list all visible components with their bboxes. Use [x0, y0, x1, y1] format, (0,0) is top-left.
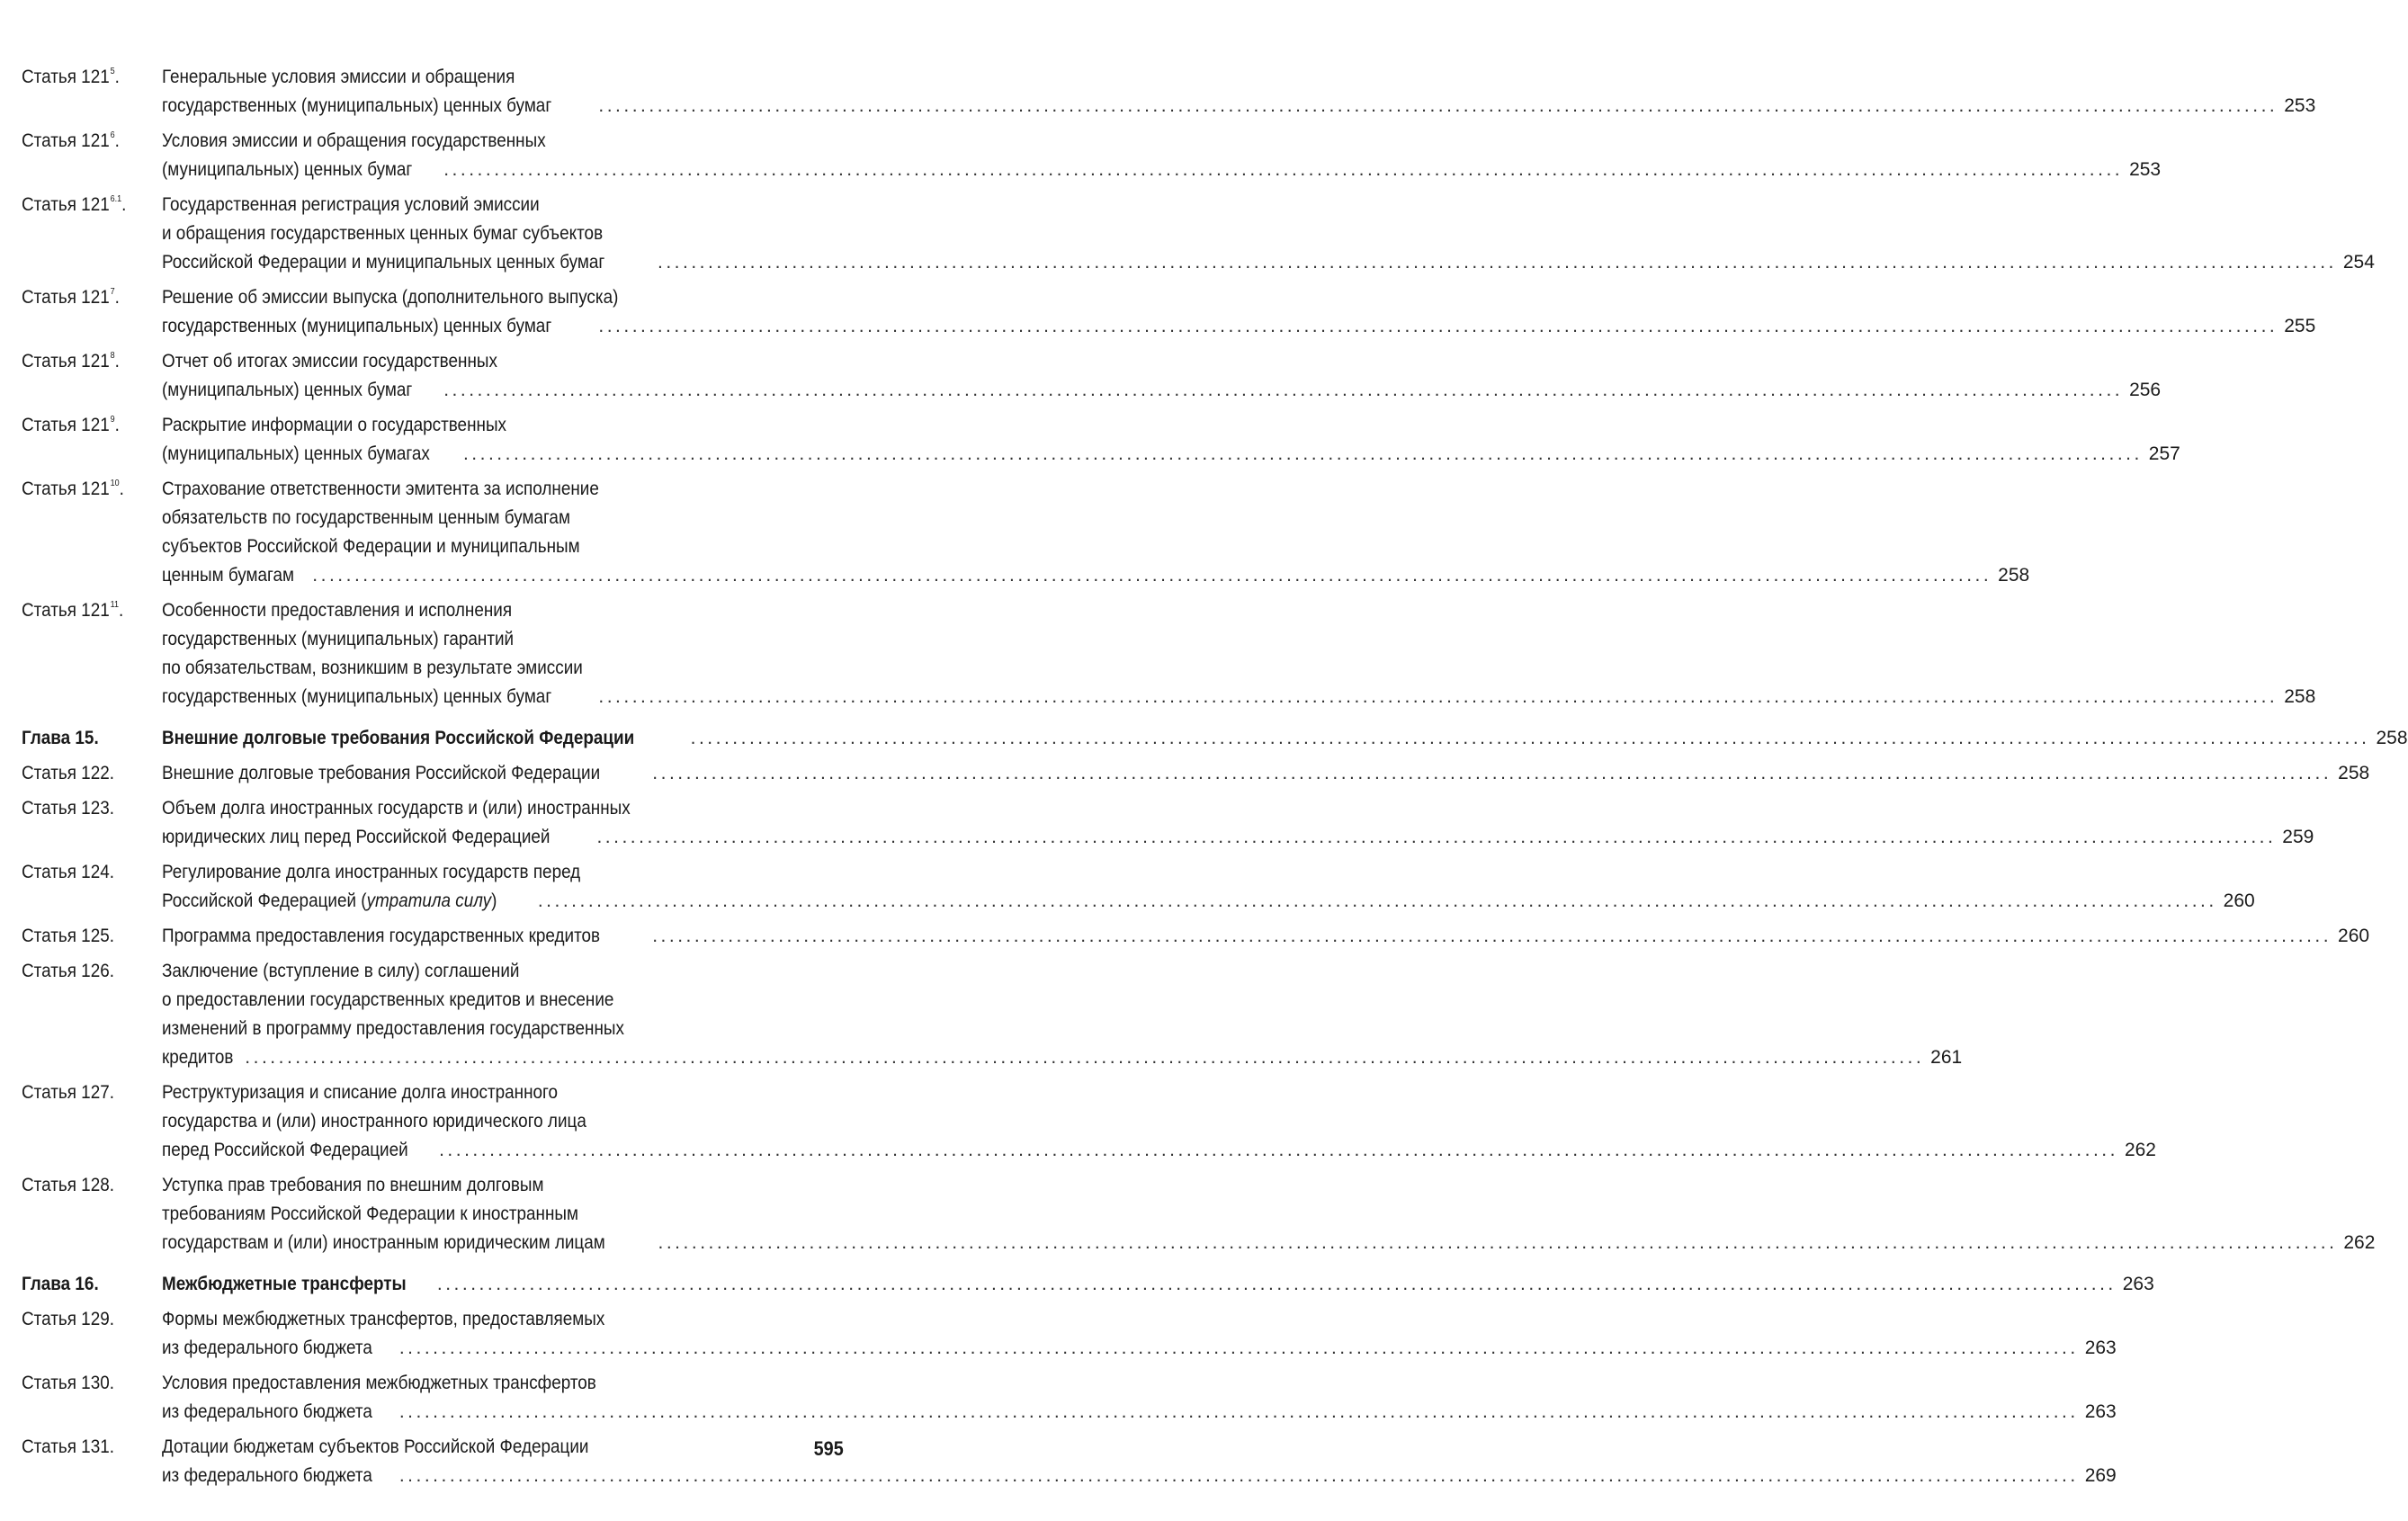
title-line: Государственная регистрация условий эмиссии: [162, 194, 540, 215]
title-line: государствам и (или) иностранным юридическим лицам: [162, 1232, 605, 1253]
title-line: Решение об эмиссии выпуска (дополнительного выпуска): [162, 287, 619, 308]
title-line: кредитов: [162, 1047, 234, 1068]
entry-superscript: 10: [110, 479, 120, 488]
title-line: Отчет об итогах эмиссии государственных: [162, 351, 497, 371]
entry-label: Статья $121^8$.: [22, 351, 120, 371]
title-line: государственных (муниципальных) гарантий: [162, 629, 515, 649]
dot-leader: ........................................................................................................................................................................................................: [312, 565, 1992, 586]
entry-page-number: 254: [2342, 252, 2375, 273]
title-line: Особенности предоставления и исполнения: [162, 600, 513, 621]
entry-label: Статья 123.: [22, 798, 114, 819]
entry-title: [162, 63, 2316, 121]
entry-page-number: 260: [2223, 890, 2255, 911]
entry-label: Статья 125.: [22, 926, 114, 946]
entry-page-number: 259: [2282, 827, 2314, 847]
title-line: государства и (или) иностранного юридического лица: [162, 1111, 586, 1132]
dot-leader: ........................................................................................................................................................................................................: [598, 686, 2278, 707]
entry-label: Статья 128.: [22, 1175, 114, 1195]
entry-title: [162, 191, 2375, 277]
entry-page-number: 253: [2284, 95, 2316, 116]
entry-title: [162, 1433, 2117, 1490]
dot-leader: ........................................................................................................................................................................................................: [436, 1274, 2117, 1294]
title-line: Дотации бюджетам субъектов Российской Федерации: [162, 1436, 589, 1457]
toc-article: [22, 1433, 2117, 1490]
dot-leader: ........................................................................................................................................................................................................: [652, 926, 2332, 946]
title-line: Условия предоставления межбюджетных трансфертов: [162, 1373, 596, 1393]
toc-article: [22, 858, 2255, 916]
dot-leader: ........................................................................................................................................................................................................: [398, 1401, 2079, 1422]
dot-leader: ........................................................................................................................................................................................................: [443, 159, 2124, 180]
title-line: Формы межбюджетных трансфертов, предоставляемых: [162, 1309, 605, 1329]
entry-title: [162, 347, 2162, 405]
title-line: ценным бумагам: [162, 565, 294, 586]
page-number: 595: [813, 1437, 844, 1460]
title-line: и обращения государственных ценных бумаг субъектов: [162, 223, 604, 244]
title-line: о предоставлении государственных кредитов и внесение: [162, 989, 614, 1010]
title-line: (муниципальных) ценных бумаг: [162, 159, 413, 180]
entry-page-number: 258: [2338, 763, 2370, 783]
entry-title: [162, 1270, 2154, 1299]
entry-title: [162, 724, 2408, 753]
dot-leader: ........................................................................................................................................................................................................: [598, 95, 2278, 116]
entry-label: Статья 130.: [22, 1373, 114, 1393]
entry-label: Статья 129.: [22, 1309, 114, 1329]
dot-leader: ........................................................................................................................................................................................................: [245, 1047, 1925, 1068]
toc-article: [22, 63, 2316, 121]
entry-superscript: 5: [110, 67, 115, 76]
entry-superscript: 9: [110, 415, 115, 425]
entry-label: Статья $121^5$.: [22, 67, 120, 87]
entry-label: Статья $121^6$.: [22, 130, 120, 151]
dot-leader: ........................................................................................................................................................................................................: [598, 316, 2278, 336]
entry-title: [162, 759, 2370, 788]
entry-page-number: 263: [2122, 1274, 2154, 1294]
entry-title: [162, 283, 2316, 341]
title-line: государственных (муниципальных) ценных бумаг: [162, 316, 552, 336]
title-line: субъектов Российской Федерации и муниципальным: [162, 536, 580, 557]
title-line: юридических лиц перед Российской Федерацией: [162, 827, 551, 847]
title-line: Заключение (вступление в силу) соглашений: [162, 961, 520, 981]
title-line: Страхование ответственности эмитента за исполнение: [162, 479, 599, 499]
dot-leader: ........................................................................................................................................................................................................: [657, 252, 2337, 273]
entry-page-number: 257: [2148, 443, 2180, 464]
entry-label: Статья $121^7$.: [22, 287, 120, 308]
toc-article: [22, 1369, 2117, 1427]
title-line: государственных (муниципальных) ценных бумаг: [162, 95, 552, 116]
entry-title: [162, 475, 2030, 590]
dot-leader: ........................................................................................................................................................................................................: [398, 1338, 2079, 1358]
entry-page-number: 255: [2284, 316, 2316, 336]
title-line: Условия эмиссии и обращения государственных: [162, 130, 546, 151]
entry-page-number: 258: [2376, 728, 2408, 748]
toc-article: [22, 922, 2370, 951]
title-line: Программа предоставления государственных кредитов: [162, 926, 601, 946]
title-line: перед Российской Федерацией: [162, 1140, 408, 1160]
entry-page-number: 258: [2284, 686, 2316, 707]
entry-label: Статья 127.: [22, 1082, 114, 1103]
dot-leader: ........................................................................................................................................................................................................: [537, 890, 2217, 911]
entry-label: Статья 124.: [22, 862, 114, 882]
toc-chapter: [22, 1270, 2154, 1299]
toc-article: [22, 475, 2030, 590]
entry-label: Глава 16.: [22, 1274, 99, 1294]
title-line: (муниципальных) ценных бумагах: [162, 443, 430, 464]
entry-page-number: 261: [1930, 1047, 1963, 1068]
entry-superscript: 6.1: [110, 194, 122, 204]
toc-article: [22, 1305, 2117, 1363]
dot-leader: ........................................................................................................................................................................................................: [690, 728, 2370, 748]
title-line: обязательств по государственным ценным бумагам: [162, 507, 570, 528]
entry-label: Статья 126.: [22, 961, 114, 981]
entry-title: [162, 596, 2316, 711]
title-line: Российской Федерацией (утратила силу): [162, 890, 497, 911]
title-line: Генеральные условия эмиссии и обращения: [162, 67, 515, 87]
entry-page-number: 260: [2338, 926, 2370, 946]
title-line: Межбюджетные трансферты: [162, 1274, 407, 1294]
dot-leader: ........................................................................................................................................................................................................: [462, 443, 2143, 464]
entry-title: [162, 957, 1963, 1072]
entry-label: Глава 15.: [22, 728, 99, 748]
title-line: из федерального бюджета: [162, 1401, 372, 1422]
dot-leader: ........................................................................................................................................................................................................: [652, 763, 2332, 783]
entry-label: Статья $121^{10}$.: [22, 479, 124, 499]
entry-title: [162, 1171, 2376, 1257]
dot-leader: ........................................................................................................................................................................................................: [443, 380, 2124, 400]
entry-title: [162, 1369, 2117, 1427]
title-line: изменений в программу предоставления государственных: [162, 1018, 624, 1039]
entry-page-number: 256: [2129, 380, 2162, 400]
entry-page-number: 263: [2084, 1338, 2117, 1358]
entry-label: Статья $121^{11}$.: [22, 600, 124, 621]
toc-article: [22, 411, 2180, 469]
dot-leader: ........................................................................................................................................................................................................: [439, 1140, 2118, 1160]
entry-superscript: 8: [110, 351, 115, 361]
dot-leader: ........................................................................................................................................................................................................: [658, 1232, 2338, 1253]
entry-page-number: 263: [2084, 1401, 2117, 1422]
title-line: Раскрытие информации о государственных: [162, 415, 506, 435]
toc-chapter: [22, 724, 2408, 753]
toc-article: [22, 347, 2162, 405]
title-line: из федерального бюджета: [162, 1338, 372, 1358]
title-line: Регулирование долга иностранных государств перед: [162, 862, 581, 882]
entry-page-number: 262: [2124, 1140, 2156, 1160]
entry-page-number: 269: [2084, 1465, 2117, 1486]
entry-label: Статья 131.: [22, 1436, 114, 1457]
entry-title: [162, 922, 2370, 951]
dot-leader: ........................................................................................................................................................................................................: [596, 827, 2277, 847]
title-line: Внешние долговые требования Российской Федерации: [162, 763, 601, 783]
entry-title: [162, 127, 2162, 184]
entry-superscript: 11: [110, 600, 119, 610]
toc-article: [22, 759, 2370, 788]
entry-label: Статья $121^9$.: [22, 415, 120, 435]
repealed-note: утратила силу: [366, 890, 492, 911]
title-line: (муниципальных) ценных бумаг: [162, 380, 413, 400]
title-line: из федерального бюджета: [162, 1465, 372, 1486]
title-line: Реструктуризация и списание долга иностранного: [162, 1082, 559, 1103]
table-of-contents: [22, 63, 2408, 1497]
entry-page-number: 253: [2129, 159, 2162, 180]
toc-article: [22, 1171, 2376, 1257]
entry-title: [162, 794, 2314, 852]
title-line: по обязательствам, возникшим в результате эмиссии: [162, 658, 583, 678]
title-line: Внешние долговые требования Российской Федерации: [162, 728, 635, 748]
entry-label: Статья $121^{6.1}$.: [22, 194, 127, 215]
entry-superscript: 7: [110, 287, 115, 297]
toc-article: [22, 127, 2162, 184]
toc-article: [22, 596, 2316, 711]
entry-title: [162, 411, 2180, 469]
dot-leader: ........................................................................................................................................................................................................: [398, 1465, 2079, 1486]
entry-title: [162, 1078, 2156, 1165]
entry-superscript: 6: [110, 130, 115, 140]
title-line: Российской Федерации и муниципальных ценных бумаг: [162, 252, 605, 273]
toc-article: [22, 191, 2375, 277]
toc-article: [22, 794, 2314, 852]
title-line: Объем долга иностранных государств и (или) иностранных: [162, 798, 631, 819]
title-line: требованиям Российской Федерации к иностранным: [162, 1203, 579, 1224]
title-line: Уступка прав требования по внешним долговым: [162, 1175, 544, 1195]
entry-label: Статья 122.: [22, 763, 114, 783]
entry-title: [162, 1305, 2117, 1363]
toc-article: [22, 957, 1963, 1072]
entry-title: [162, 858, 2255, 916]
toc-article: [22, 283, 2316, 341]
entry-page-number: 258: [1998, 565, 2030, 586]
toc-article: [22, 1078, 2156, 1165]
entry-page-number: 262: [2343, 1232, 2376, 1253]
title-line: государственных (муниципальных) ценных бумаг: [162, 686, 552, 707]
